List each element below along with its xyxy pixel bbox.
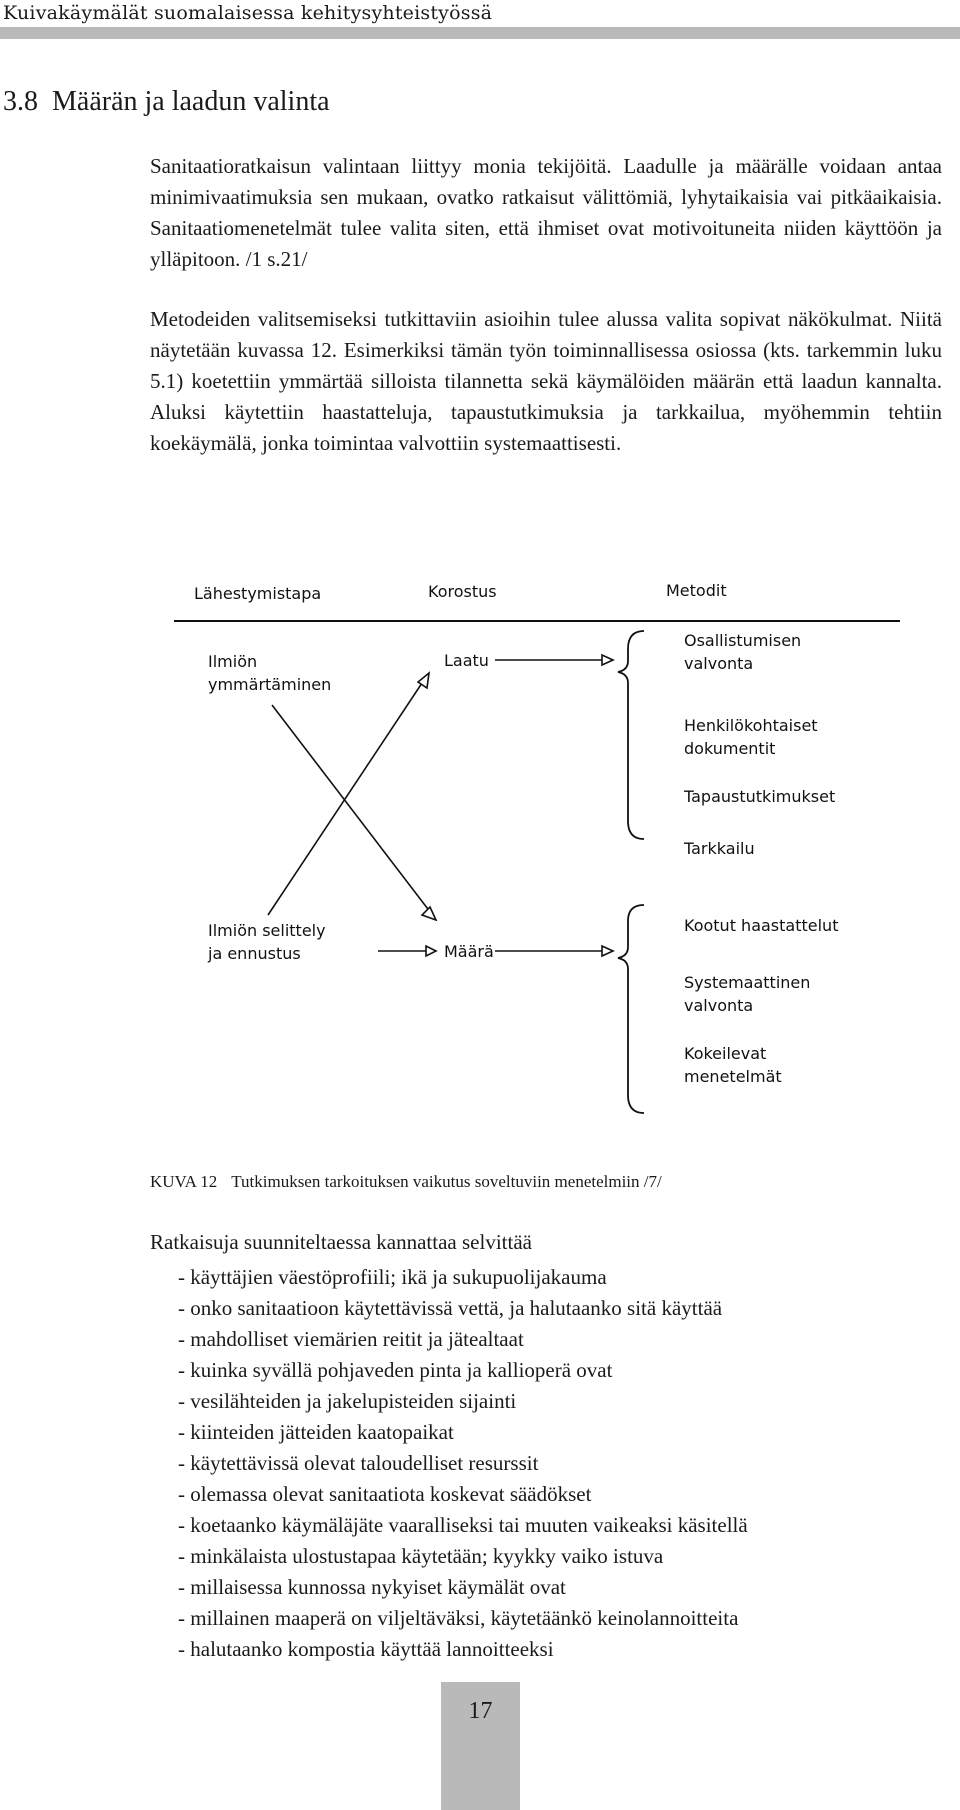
method-systematic-monitoring-line1: Systemaattinen bbox=[684, 973, 811, 992]
crossing-arrows bbox=[268, 655, 613, 956]
list-item: - vesilähteiden ja jakelupisteiden sijainti bbox=[178, 1386, 748, 1417]
method-case-studies: Tapaustutkimukset bbox=[684, 787, 836, 806]
method-personal-documents-line2: dokumentit bbox=[684, 739, 776, 758]
braces bbox=[618, 631, 644, 1113]
list-item: - kiinteiden jätteiden kaatopaikat bbox=[178, 1417, 748, 1448]
arrowhead-icon bbox=[602, 655, 613, 665]
approach-1-line1: Ilmiön bbox=[208, 652, 258, 671]
header-rule bbox=[0, 27, 960, 39]
checklist bbox=[178, 1262, 748, 1665]
list-item: - koetaanko käymäläjäte vaaralliseksi tai muuten vaikeaksi käsitellä bbox=[178, 1510, 748, 1541]
method-participant-observation-line2: valvonta bbox=[684, 654, 754, 673]
paragraph: Metodeiden valitsemiseksi tutkittaviin asioihin tulee alussa valita sopivat näkökulmat. Niitä näytetään kuvassa 12. Esimerkiksi tämän työn toiminnallisessa osiossa (kts. tarkemmin luku 5.1) koetettiin ymmärtää silloista tilannetta sekä käymälöiden määrän että laadun kannalta. Aluksi käytettiin haastatteluja, tapaustutkimuksia ja tarkkailua, myöhemmin tehtiin koekäymälä, jonka toimintaa valvottiin systemaattisesti. bbox=[150, 307, 942, 455]
column-header-approach: Lähestymistapa bbox=[194, 584, 322, 603]
column-header-methods: Metodit bbox=[666, 581, 727, 600]
arrowhead-icon bbox=[602, 946, 613, 956]
arrow-explanation-to-quality bbox=[268, 677, 426, 915]
list-item: - käyttäjien väestöprofiili; ikä ja sukupuolijakauma bbox=[178, 1262, 748, 1293]
method-personal-documents-line1: Henkilökohtaiset bbox=[684, 716, 818, 735]
approach-1-line2: ymmärtäminen bbox=[208, 675, 332, 694]
brace-quality-methods bbox=[618, 631, 644, 839]
approach-2-line2: ja ennustus bbox=[208, 944, 301, 963]
list-item: - onko sanitaatioon käytettävissä vettä, ja halutaanko sitä käyttää bbox=[178, 1293, 748, 1324]
running-header bbox=[0, 0, 960, 27]
figure-12-diagram bbox=[150, 565, 960, 1130]
arrowhead-icon bbox=[426, 946, 436, 956]
section-number: 3.8 bbox=[3, 86, 38, 117]
arrowhead-icon bbox=[422, 907, 436, 920]
section-heading bbox=[3, 86, 330, 118]
method-experimental-line2: menetelmät bbox=[684, 1067, 782, 1086]
diagram-svg bbox=[150, 565, 960, 1130]
list-item: - mahdolliset viemärien reitit ja jätealtaat bbox=[178, 1324, 748, 1355]
brace-quantity-methods bbox=[618, 905, 644, 1113]
approach-2-line1: Ilmiön selittely bbox=[208, 921, 326, 940]
arrow-understanding-to-quantity bbox=[272, 705, 434, 917]
paragraph: Sanitaatioratkaisun valintaan liittyy monia tekijöitä. Laadulle ja määrälle voidaan antaa minimivaatimuksia sen mukaan, ovatko ratkaisut välittömiä, lyhytaikaisia vai pitkäaikaisia. Sanitaatiomenetelmät tulee valita siten, että ihmiset ovat motivoituneita niiden käyttöön ja ylläpitoon. /1 s.21/ bbox=[150, 154, 942, 271]
caption-text: Tutkimuksen tarkoituksen vaikutus soveltuviin menetelmiin /7/ bbox=[231, 1172, 662, 1191]
method-structured-interviews: Kootut haastattelut bbox=[684, 916, 839, 935]
column-header-emphasis: Korostus bbox=[428, 582, 497, 601]
caption-number: KUVA 12 bbox=[150, 1172, 218, 1191]
method-participant-observation-line1: Osallistumisen bbox=[684, 631, 802, 650]
list-item: - kuinka syvällä pohjaveden pinta ja kallioperä ovat bbox=[178, 1355, 748, 1386]
list-item: - millaisessa kunnossa nykyiset käymälät ovat bbox=[178, 1572, 748, 1603]
figure-caption bbox=[150, 1172, 662, 1192]
method-experimental-line1: Kokeilevat bbox=[684, 1044, 767, 1063]
emphasis-quantity: Määrä bbox=[444, 942, 494, 961]
list-item: - käytettävissä olevat taloudelliset resurssit bbox=[178, 1448, 748, 1479]
section-title: Määrän ja laadun valinta bbox=[52, 86, 330, 117]
list-item: - minkälaista ulostustapaa käytetään; kyykky vaiko istuva bbox=[178, 1541, 748, 1572]
page-number-box bbox=[441, 1682, 520, 1810]
list-item: - olemassa olevat sanitaatiota koskevat säädökset bbox=[178, 1479, 748, 1510]
method-systematic-monitoring-line2: valvonta bbox=[684, 996, 754, 1015]
page-number: 17 bbox=[468, 1698, 493, 1724]
method-observation: Tarkkailu bbox=[684, 839, 755, 858]
running-header-title: Kuivakäymälät suomalaisessa kehitysyhteistyössä bbox=[3, 2, 493, 24]
list-item: - millainen maaperä on viljeltäväksi, käytetäänkö keinolannoitteita bbox=[178, 1603, 748, 1634]
emphasis-quality: Laatu bbox=[444, 651, 489, 670]
checklist-intro: Ratkaisuja suunniteltaessa kannattaa selvittää bbox=[150, 1230, 532, 1254]
list-item: - halutaanko kompostia käyttää lannoitteeksi bbox=[178, 1634, 748, 1665]
